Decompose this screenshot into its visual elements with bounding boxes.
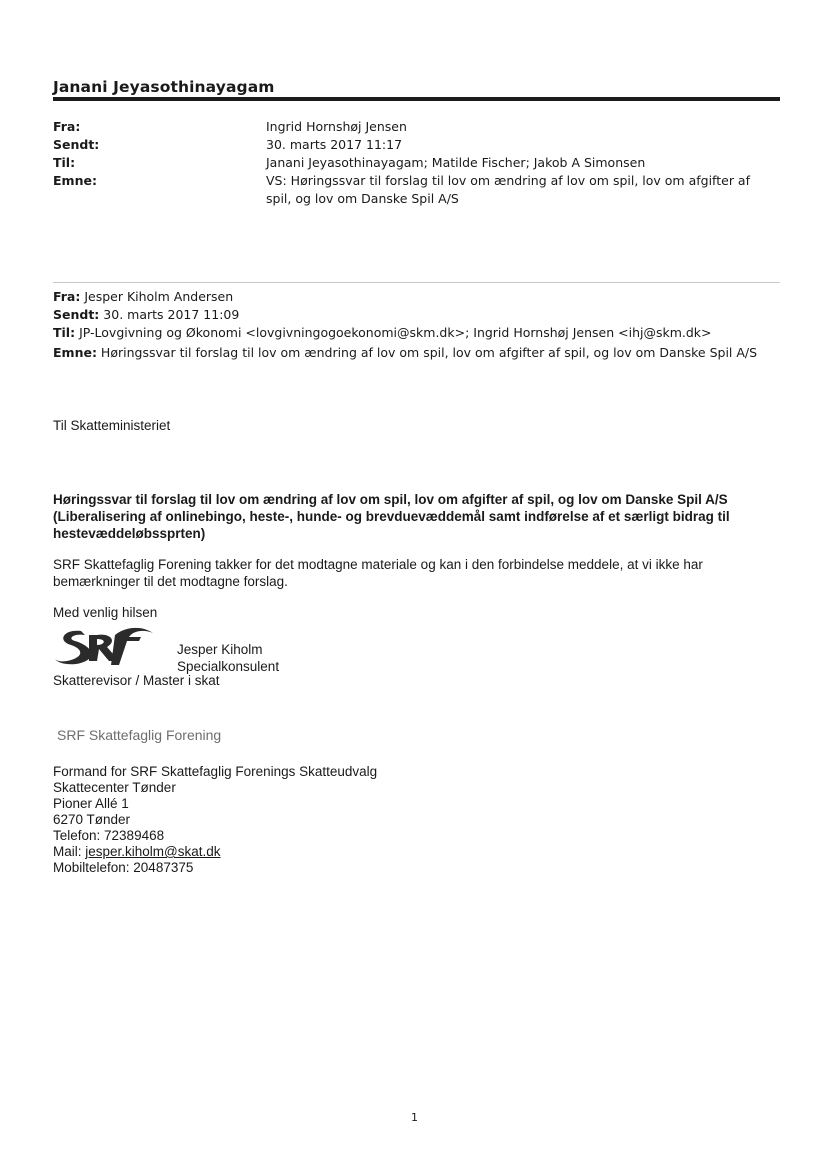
to-value: Janani Jeyasothinayagam; Matilde Fischer; Jakob A Simonsen <box>266 155 646 170</box>
document-title: Janani Jeyasothinayagam <box>53 78 275 96</box>
contact-line-street: Pioner Allé 1 <box>53 796 129 811</box>
contact-mail-label: Mail: <box>53 844 86 859</box>
subject-label: Emne: <box>53 173 97 188</box>
from-label: Fra: <box>53 119 81 134</box>
letter-heading: Høringssvar til forslag til lov om ændring af lov om spil, lov om afgifter af spil, og lov om Danske Spil A/S (Liberalisering af onlinebingo, heste-, hunde- og brevduevæddemål samt indførelse af et særligt bidrag til hestevæddeløbssprten) <box>53 492 730 541</box>
contact-mobile: Mobiltelefon: 20487375 <box>53 860 194 875</box>
fwd-sent-value: 30. marts 2017 11:09 <box>99 307 240 322</box>
fwd-to <box>53 325 712 340</box>
fwd-sent <box>53 307 239 322</box>
fwd-from <box>53 289 233 304</box>
contact-block <box>53 764 377 876</box>
fwd-subject-label: Emne: <box>53 345 97 360</box>
fwd-subject <box>53 345 757 360</box>
signature-block <box>177 641 279 675</box>
fwd-subject-value: Høringssvar til forslag til lov om ændring af lov om spil, lov om afgifter af spil, og lov om Danske Spil A/S <box>96 345 758 360</box>
signer-name: Jesper Kiholm <box>177 642 263 657</box>
sent-value: 30. marts 2017 11:17 <box>266 137 403 152</box>
title-divider <box>53 97 780 101</box>
page-number: 1 <box>411 1111 418 1124</box>
contact-line-role: Formand for SRF Skattefaglig Forenings Skatteudvalg <box>53 764 378 779</box>
fwd-from-label: Fra: <box>53 289 81 304</box>
fwd-sent-label: Sendt: <box>53 307 100 322</box>
fwd-to-label: Til: <box>53 325 76 340</box>
header-separator <box>53 282 780 283</box>
closing: Med venlig hilsen <box>53 605 158 620</box>
from-value: Ingrid Hornshøj Jensen <box>266 119 407 134</box>
to-label: Til: <box>53 155 76 170</box>
salutation: Til Skatteministeriet <box>53 418 171 433</box>
contact-mail-link[interactable]: jesper.kiholm@skat.dk <box>85 844 221 859</box>
fwd-to-value: JP-Lovgivning og Økonomi <lovgivningogoekonomi@skm.dk>; Ingrid Hornshøj Jensen <ihj@skm.dk> <box>75 325 712 340</box>
contact-line-city: 6270 Tønder <box>53 812 131 827</box>
sent-label: Sendt: <box>53 137 100 152</box>
contact-line-office: Skattecenter Tønder <box>53 780 176 795</box>
signer-title: Skatterevisor / Master i skat <box>53 673 220 688</box>
srf-logo <box>53 623 155 669</box>
contact-mail-row <box>53 844 377 860</box>
fwd-from-value: Jesper Kiholm Andersen <box>80 289 234 304</box>
organization-name: SRF Skattefaglig Forening <box>57 727 222 743</box>
subject-value: VS: Høringssvar til forslag til lov om ændring af lov om spil, lov om afgifter af spil, og lov om Danske Spil A/S <box>266 173 750 206</box>
letter-paragraph: SRF Skattefaglig Forening takker for det modtagne materiale og kan i den forbindelse meddele, at vi ikke har bemærkninger til det modtagne forslag. <box>53 557 703 589</box>
contact-phone: Telefon: 72389468 <box>53 828 165 843</box>
signer-role: Specialkonsulent <box>177 659 280 674</box>
